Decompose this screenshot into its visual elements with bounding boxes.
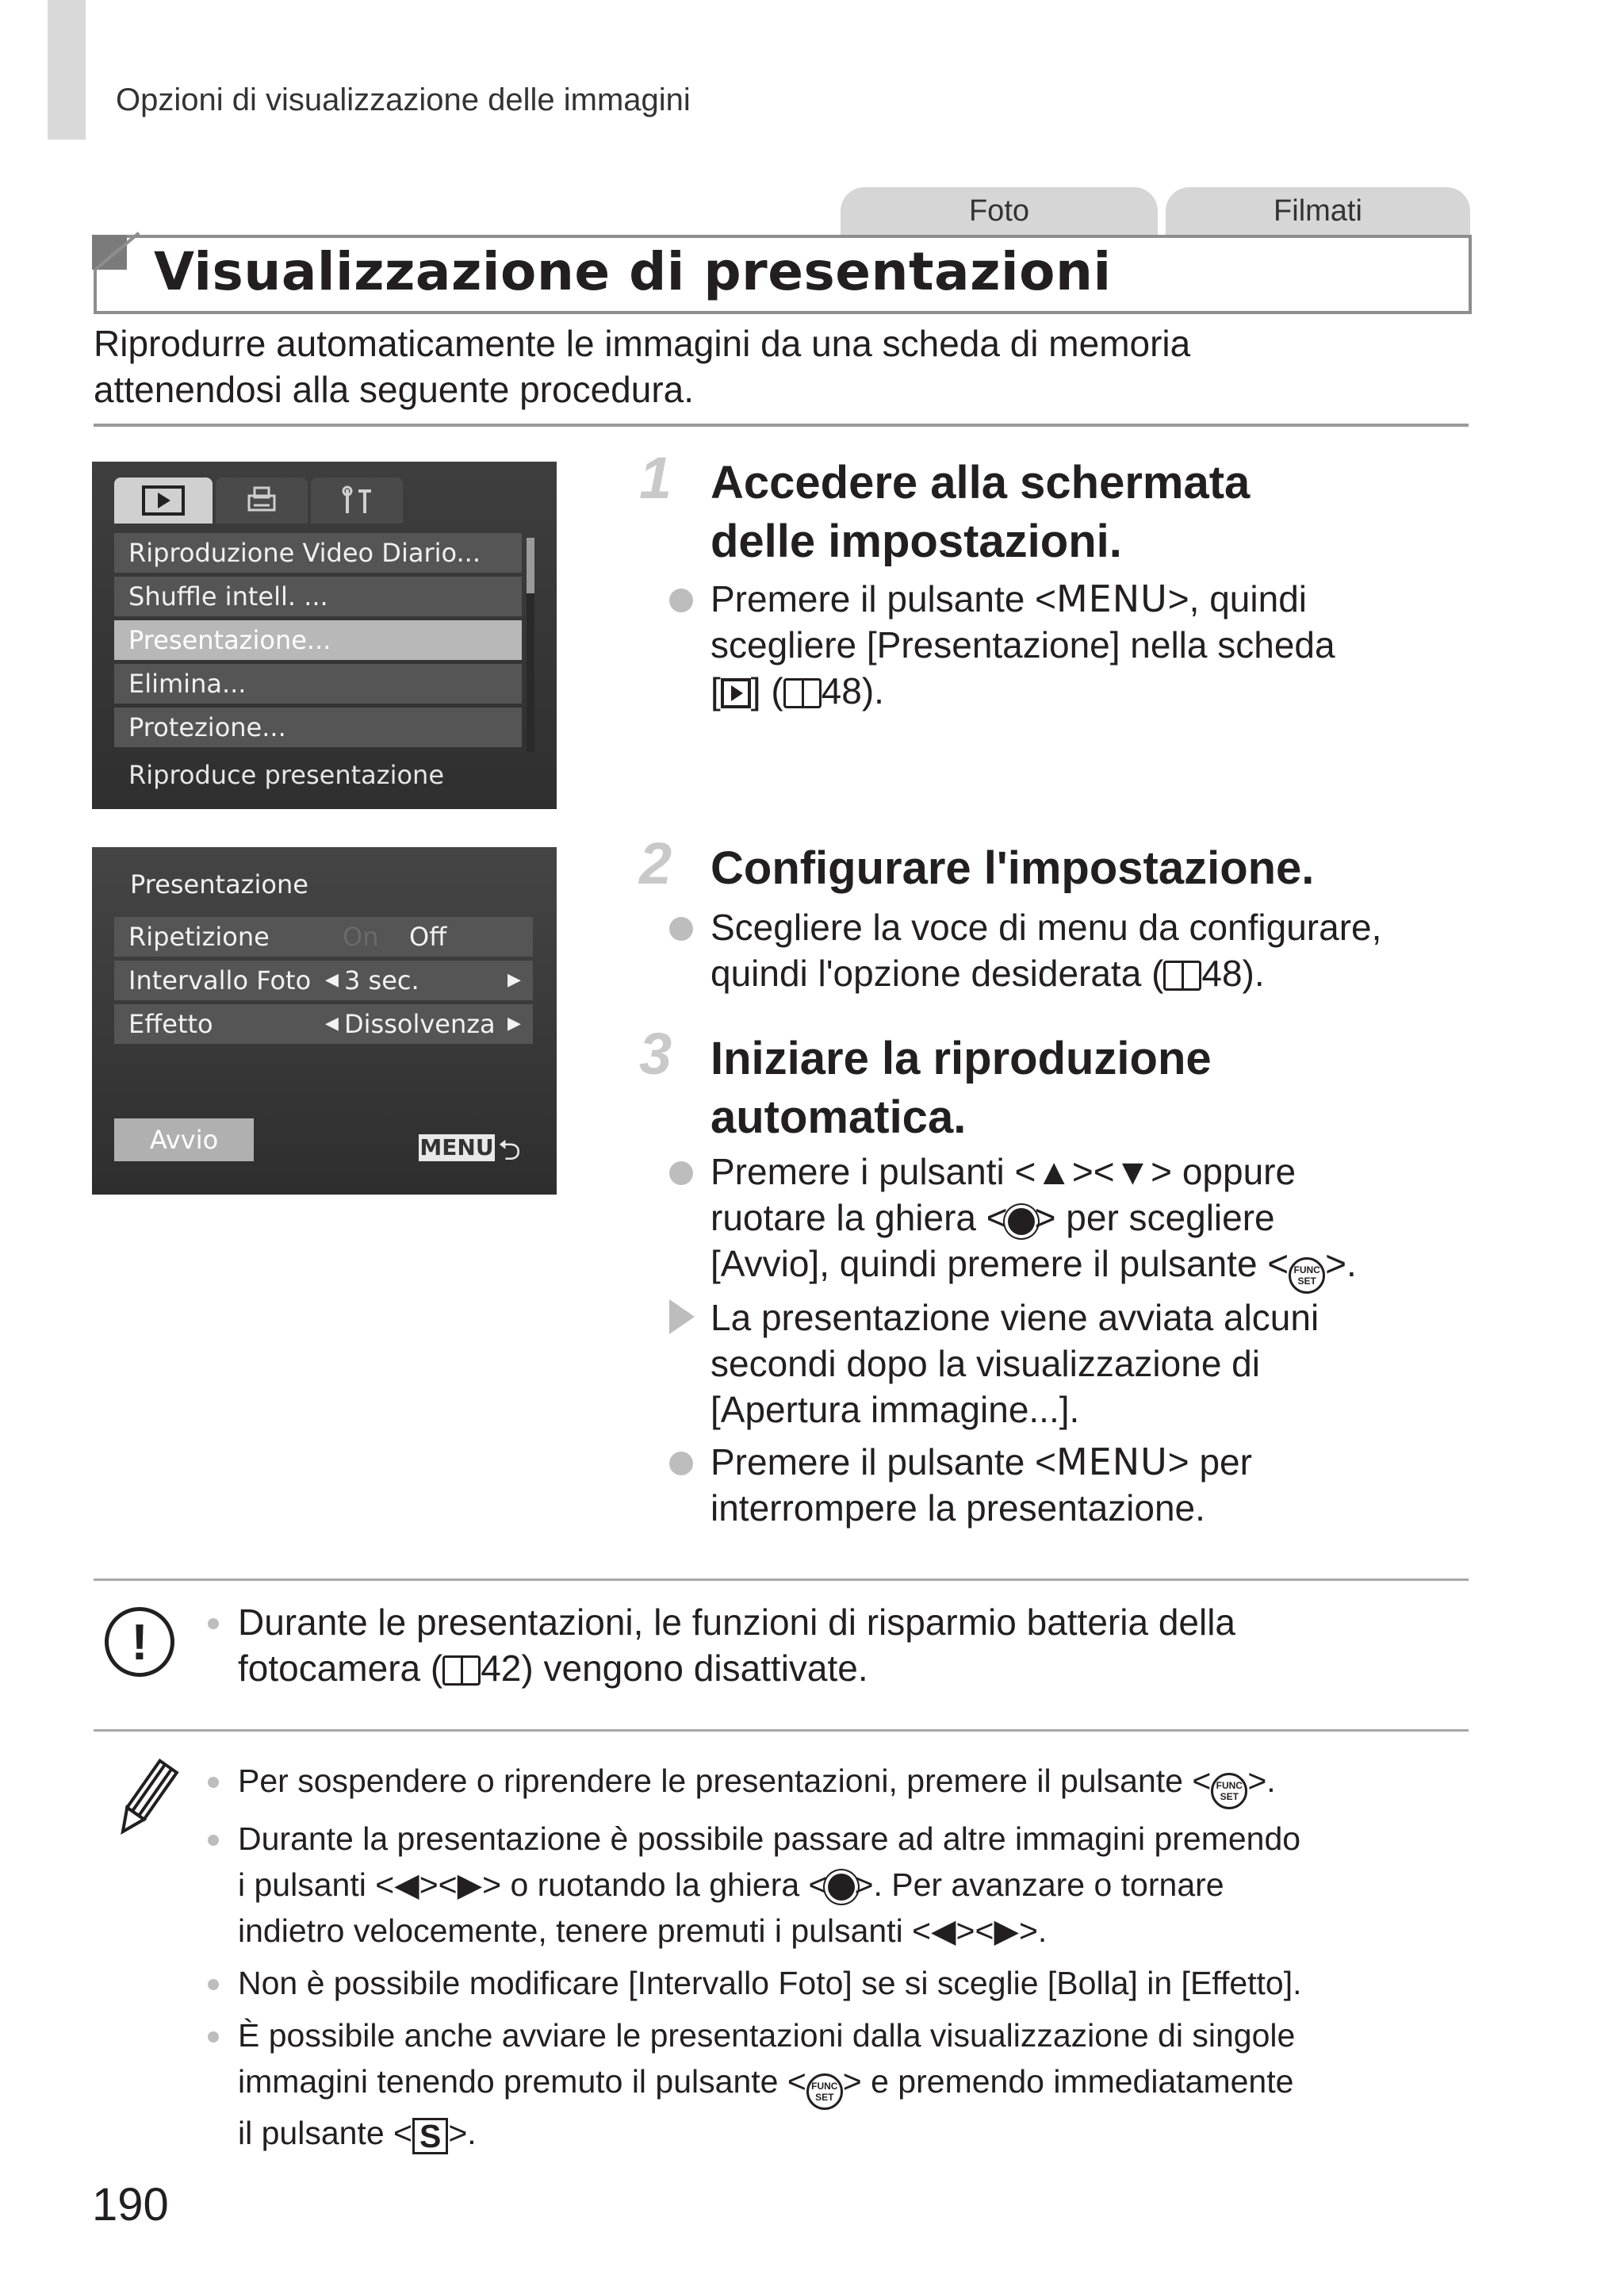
- text-run: [Avvio], quindi premere il pulsante <: [710, 1243, 1289, 1284]
- step-title-line: Accedere alla schermata: [710, 457, 1251, 508]
- lcd-scroll-thumb: [527, 538, 534, 593]
- lcd-row-label: Effetto: [128, 1009, 213, 1039]
- play-tab-icon: [114, 478, 213, 524]
- bullet-dot: [669, 589, 693, 612]
- text-run: [Apertura immagine...].: [710, 1389, 1080, 1430]
- text-run: [: [710, 670, 721, 712]
- note-bullet: [208, 1835, 219, 1846]
- text-run: immagini tenendo premuto il pulsante <: [238, 2063, 806, 2100]
- section-title: Visualizzazione di presentazioni: [154, 241, 1112, 302]
- text-run: > per scegliere: [1034, 1197, 1275, 1238]
- dial-icon: [1008, 1208, 1035, 1235]
- lcd-avvio-button: Avvio: [114, 1118, 254, 1161]
- result-arrow-icon: [669, 1299, 695, 1334]
- lcd-menu-badge: MENU: [419, 1134, 494, 1160]
- note-bullet: [208, 1618, 219, 1629]
- pencil-icon: [109, 1756, 181, 1843]
- intro-line-2: attenendosi alla seguente procedura.: [94, 369, 695, 410]
- text-run: ] (: [750, 670, 783, 712]
- shortcut-s-icon: [412, 2118, 448, 2154]
- text-run: Scegliere la voce di menu da configurare,: [710, 907, 1382, 948]
- text-run: 42) vengono disattivate.: [481, 1647, 868, 1689]
- text-run: i pulsanti <: [238, 1866, 395, 1903]
- text-run: secondi dopo la visualizzazione di: [710, 1343, 1260, 1384]
- tab-foto[interactable]: [841, 187, 1158, 235]
- lcd-menu-item: Shuffle intell. ...: [114, 577, 522, 616]
- step-result: [710, 1295, 1319, 1433]
- intro-divider: [94, 424, 1469, 427]
- lcd-row-label: Intervallo Foto: [128, 965, 312, 995]
- text-run: >.: [1018, 1912, 1048, 1949]
- play-icon: [721, 678, 751, 708]
- text-run: >, quindi: [1167, 578, 1307, 619]
- text-run: ruotare la ghiera <: [710, 1197, 1008, 1238]
- text-run: >. Per avanzare o tornare: [854, 1866, 1224, 1903]
- camera-screen-playback-menu: [92, 462, 557, 809]
- text-run: Durante la presentazione è possibile passare ad altre immagini premendo: [238, 1820, 1301, 1857]
- lcd-menu-item: Riproduzione Video Diario...: [114, 533, 522, 573]
- func-set-icon: FUNC SET: [1289, 1257, 1325, 1294]
- text-run: 48).: [1201, 953, 1265, 994]
- step-instruction: [710, 1149, 1357, 1294]
- notes-list: [208, 1758, 1477, 2156]
- tab-filmati-label: Filmati: [1274, 194, 1362, 228]
- text-run: > per: [1167, 1441, 1252, 1483]
- running-head: Opzioni di visualizzazione delle immagini: [116, 82, 691, 117]
- step-title-line: automatica.: [710, 1091, 967, 1143]
- text-run: interrompere la presentazione.: [710, 1487, 1205, 1529]
- menu-button-label: MENU: [1055, 577, 1168, 620]
- step-number: 1: [639, 445, 672, 511]
- arrow-right-icon: ▶: [508, 970, 521, 990]
- left-arrow-icon: ◀: [931, 1912, 956, 1949]
- note-item: [208, 2012, 1477, 2156]
- caution-divider: [94, 1578, 1469, 1581]
- book-icon: [783, 678, 822, 708]
- text-run: > e premendo immediatamente: [842, 2063, 1294, 2100]
- intro-line-1: Riprodurre automaticamente le immagini da una scheda di memoria: [94, 323, 1191, 364]
- lcd-menu-item-selected: Presentazione...: [114, 620, 522, 660]
- func-set-icon: FUNC SET: [806, 2073, 843, 2110]
- step-number: 3: [639, 1021, 672, 1087]
- step-number: 2: [639, 830, 672, 896]
- bullet-dot: [669, 1161, 693, 1185]
- text-run: > o ruotando la ghiera <: [482, 1866, 828, 1903]
- step-instruction: [710, 576, 1335, 714]
- text-run: Per sospendere o riprendere le presentazioni, premere il pulsante <: [238, 1763, 1212, 1799]
- text-run: >.: [448, 2115, 477, 2151]
- note-item: [208, 1816, 1477, 1954]
- setup-tab-icon: [311, 478, 403, 524]
- text-run: Premere il pulsante <: [710, 1441, 1056, 1483]
- lcd-row-value: Dissolvenza: [344, 1009, 496, 1039]
- down-arrow-icon: ▼: [1114, 1151, 1151, 1192]
- text-run: Non è possibile modificare [Intervallo Foto] se si sceglie [Bolla] in [Effetto].: [238, 1965, 1302, 2001]
- step-title: [710, 1030, 1212, 1147]
- lcd-row-label: Ripetizione: [128, 922, 270, 952]
- up-arrow-icon: ▲: [1036, 1151, 1072, 1192]
- lcd-row-ripetizione: [114, 917, 533, 957]
- text-run: Premere il pulsante <: [710, 578, 1056, 619]
- notes-divider: [94, 1729, 1469, 1732]
- text-run: > oppure: [1151, 1151, 1297, 1192]
- step-title: [710, 454, 1250, 571]
- return-icon: ⮌: [498, 1134, 521, 1167]
- side-bar: [48, 0, 86, 140]
- book-icon: [1163, 961, 1201, 991]
- lcd-help-text: Riproduce presentazione: [128, 760, 444, 790]
- camera-screen-slideshow: [92, 847, 557, 1195]
- lcd-menu-item: Elimina...: [114, 664, 522, 704]
- caution-text: [238, 1599, 1235, 1691]
- lcd-row-value: 3 sec.: [344, 965, 419, 995]
- lcd-menu-item: Protezione...: [114, 708, 522, 747]
- lcd-row-value: Off: [409, 922, 447, 952]
- step-title-line: Iniziare la riproduzione: [710, 1033, 1212, 1084]
- right-arrow-icon: ▶: [457, 1866, 483, 1903]
- print-tab-icon: [216, 478, 308, 524]
- note-bullet: [208, 1979, 219, 1990]
- note-item: [208, 1960, 1477, 2006]
- text-run: indietro velocemente, tenere premuti i pulsanti <: [238, 1912, 932, 1949]
- step-title-line: delle impostazioni.: [710, 516, 1122, 567]
- func-set-icon: FUNC SET: [1211, 1773, 1247, 1809]
- text-run: >.: [1325, 1243, 1357, 1284]
- text-run: ><: [956, 1912, 994, 1949]
- caution-icon: !: [105, 1607, 174, 1677]
- text-run: ><: [1071, 1151, 1115, 1192]
- text-run: il pulsante <: [238, 2115, 412, 2151]
- book-icon: [442, 1655, 481, 1686]
- menu-button-label: MENU: [1055, 1440, 1168, 1483]
- lcd-row-intervallo: [114, 961, 533, 1000]
- note-bullet: [208, 1777, 219, 1788]
- bullet-dot: [669, 1452, 693, 1475]
- text-run: È possibile anche avviare le presentazioni dalla visualizzazione di singole: [238, 2017, 1296, 2054]
- intro-text: [94, 320, 1457, 412]
- text-run: La presentazione viene avviata alcuni: [710, 1297, 1320, 1338]
- tab-filmati[interactable]: [1166, 187, 1470, 235]
- step-instruction: [710, 1439, 1252, 1531]
- text-run: quindi l'opzione desiderata (: [710, 953, 1164, 994]
- page-number: 190: [92, 2179, 169, 2231]
- step-title: Configurare l'impostazione.: [710, 842, 1315, 894]
- dial-icon: [828, 1874, 855, 1901]
- lcd-row-effetto: [114, 1004, 533, 1044]
- text-run: Durante le presentazioni, le funzioni di risparmio batteria della: [238, 1601, 1236, 1643]
- arrow-right-icon: ▶: [508, 1014, 521, 1034]
- step-instruction: [710, 904, 1381, 996]
- tab-foto-label: Foto: [968, 194, 1030, 228]
- note-item: [208, 1758, 1477, 1809]
- arrow-left-icon: ◀: [325, 1014, 339, 1034]
- shortcut-s-label: S: [419, 2118, 442, 2154]
- text-run: ><: [419, 1866, 458, 1903]
- lcd-screen-title: Presentazione: [130, 869, 308, 900]
- lcd-row-option-on: On: [343, 922, 379, 952]
- note-bullet: [208, 2031, 219, 2043]
- text-run: fotocamera (: [238, 1647, 443, 1689]
- bullet-dot: [669, 917, 693, 941]
- text-run: Premere i pulsanti <: [710, 1151, 1036, 1192]
- text-run: >.: [1247, 1763, 1276, 1799]
- right-arrow-icon: ▶: [994, 1912, 1019, 1949]
- left-arrow-icon: ◀: [394, 1866, 419, 1903]
- arrow-left-icon: ◀: [325, 970, 339, 990]
- text-run: scegliere [Presentazione] nella scheda: [710, 624, 1335, 666]
- text-run: 48).: [821, 670, 884, 712]
